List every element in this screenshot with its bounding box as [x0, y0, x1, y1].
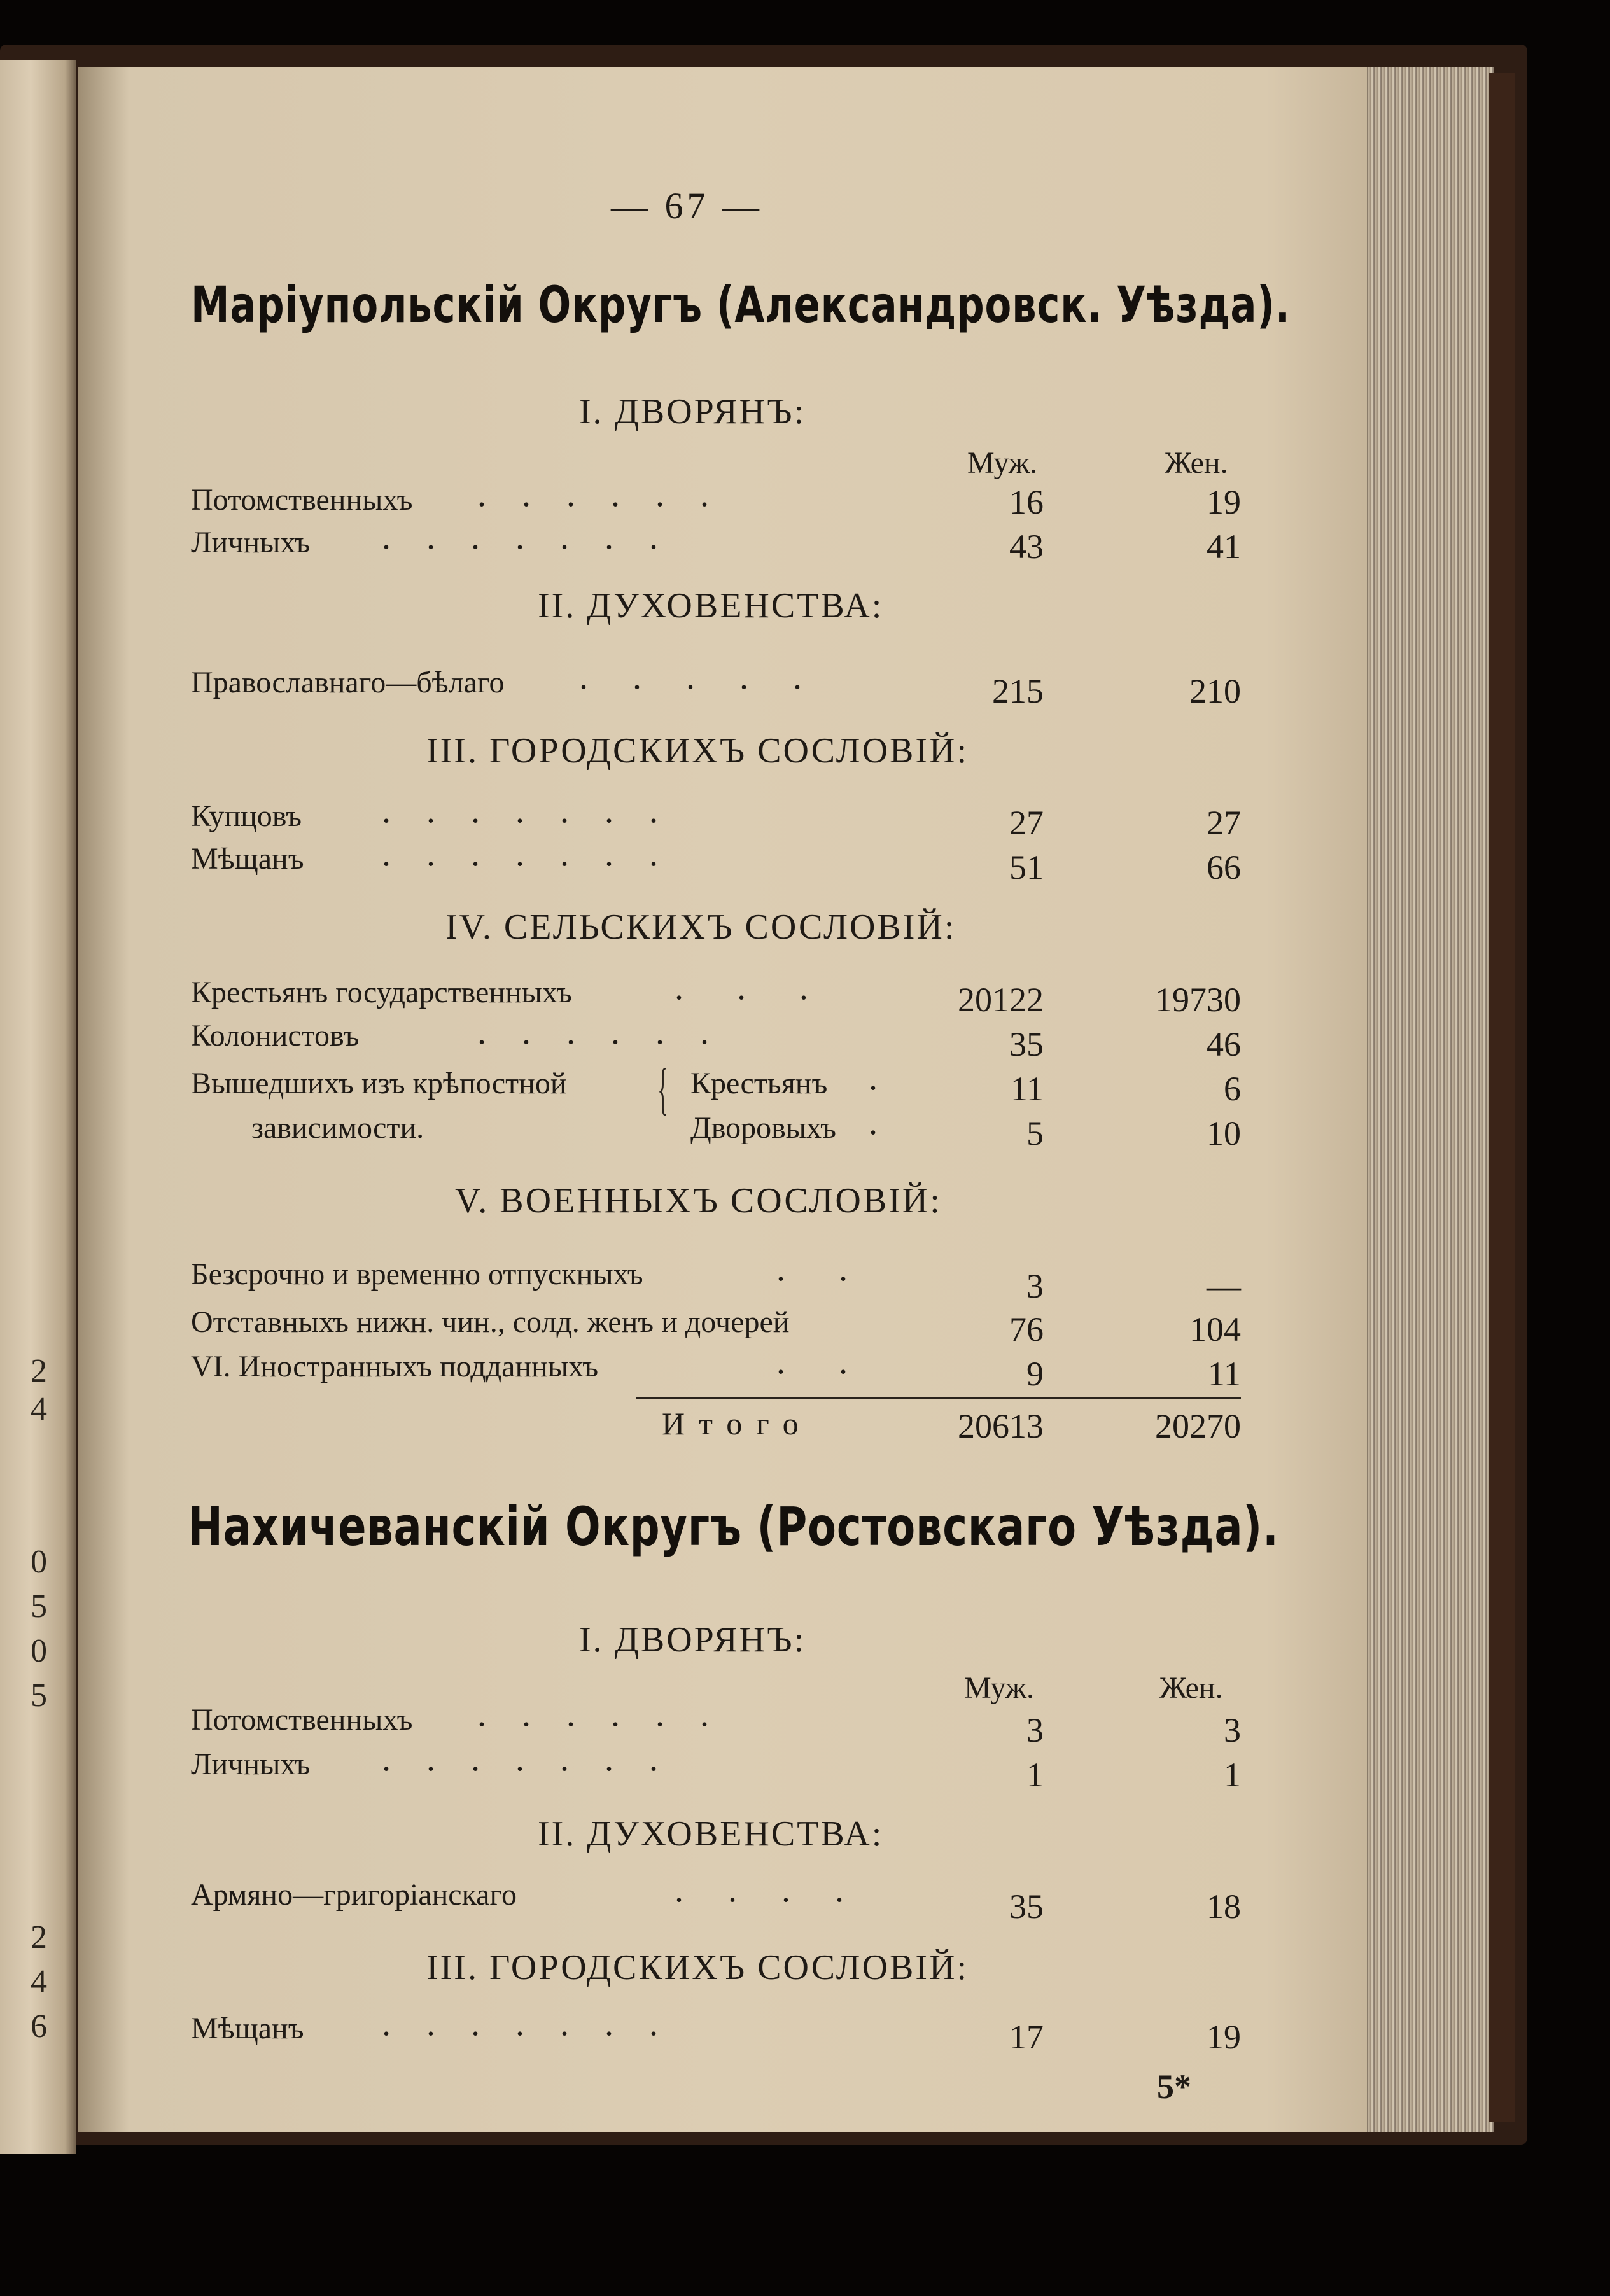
row-label: Личныхъ	[191, 526, 311, 559]
printer-signature: 5*	[1157, 2068, 1191, 2106]
value-men: 16	[1009, 483, 1044, 521]
value-men: 5	[1026, 1114, 1044, 1152]
value-women: 210	[1189, 672, 1241, 710]
row-sublabel: Крестьянъ	[690, 1067, 828, 1100]
value-women: 104	[1189, 1310, 1241, 1348]
leader-dots: . . . . . . .	[382, 517, 658, 557]
left-fragment: 5	[31, 1588, 47, 1625]
value-men: 3	[1026, 1711, 1044, 1749]
leader-dots: . . . . .	[579, 657, 802, 697]
left-fragment: 0	[31, 1633, 47, 1669]
row-label: Потомственныхъ	[191, 483, 413, 517]
row-label: Мѣщанъ	[191, 842, 304, 876]
left-fragment: 2	[31, 1919, 47, 1956]
row-label: Личныхъ	[191, 1747, 311, 1781]
left-fragment: 5	[31, 1677, 47, 1714]
value-men: 9	[1026, 1355, 1044, 1393]
section-heading: II. ДУХОВЕНСТВА:	[538, 586, 884, 626]
value-men: 35	[1009, 1025, 1044, 1063]
value-women: 3	[1224, 1711, 1241, 1749]
column-header-women: Жен.	[1165, 446, 1228, 480]
value-women: 11	[1208, 1355, 1241, 1393]
leader-dots: .	[869, 1058, 878, 1098]
value-women: 6	[1224, 1070, 1241, 1108]
value-men: 27	[1009, 804, 1044, 842]
page-number: — 67 —	[611, 185, 763, 227]
left-fragment: 4	[31, 1964, 47, 2000]
total-women: 20270	[1155, 1407, 1241, 1445]
value-men: 17	[1009, 2018, 1044, 2056]
district-title: Маріупольскій Округъ (Александровск. Уѣзда).	[191, 277, 1291, 334]
section-heading: IV. СЕЛЬСКИХЪ СОСЛОВІЙ:	[445, 907, 956, 947]
leader-dots: . . .	[675, 968, 808, 1007]
leader-dots: .	[869, 1103, 878, 1142]
value-men: 35	[1009, 1887, 1044, 1926]
section-heading: V. ВОЕННЫХЪ СОСЛОВІЙ:	[455, 1181, 942, 1221]
row-label: Купцовъ	[191, 799, 302, 833]
value-women: 41	[1207, 528, 1241, 566]
left-fragment: 4	[31, 1391, 47, 1427]
total-men: 20613	[958, 1407, 1044, 1445]
value-women: —	[1207, 1267, 1241, 1305]
leader-dots: . . . . . . .	[382, 1739, 658, 1779]
total-label: Итого	[662, 1406, 813, 1441]
value-men: 3	[1026, 1267, 1044, 1305]
column-header-women: Жен.	[1159, 1671, 1223, 1705]
value-women: 46	[1207, 1025, 1241, 1063]
row-label: VI. Иностранныхъ подданныхъ	[191, 1350, 599, 1383]
section-heading: III. ГОРОДСКИХЪ СОСЛОВІЙ:	[426, 1948, 969, 1987]
column-header-men: Муж.	[967, 446, 1038, 480]
row-label: Колонистовъ	[191, 1019, 360, 1053]
leader-dots: . . . . . . .	[382, 2004, 658, 2043]
section-heading: II. ДУХОВЕНСТВА:	[538, 1814, 884, 1854]
value-women: 27	[1207, 804, 1241, 842]
row-label: Безсрочно и временно отпускныхъ	[191, 1257, 643, 1291]
value-women: 10	[1207, 1114, 1241, 1152]
leader-dots: . . . . . .	[477, 1695, 709, 1734]
value-women: 66	[1207, 848, 1241, 886]
leader-dots: . . . . . .	[477, 475, 709, 514]
leader-dots: . . . .	[675, 1870, 844, 1910]
value-men: 76	[1009, 1310, 1044, 1348]
page-edges	[1367, 67, 1494, 2132]
row-label-continued: зависимости.	[251, 1111, 424, 1145]
section-heading: I. ДВОРЯНЪ:	[579, 1620, 806, 1660]
row-sublabel: Дворовыхъ	[690, 1111, 836, 1145]
left-fragment: 6	[31, 2008, 47, 2045]
total-rule	[636, 1397, 1241, 1399]
value-women: 19	[1207, 483, 1241, 521]
value-women: 1	[1224, 1756, 1241, 1794]
leader-dots: . . . . . .	[477, 1012, 709, 1052]
section-heading: I. ДВОРЯНЪ:	[579, 392, 806, 431]
value-men: 20122	[958, 981, 1044, 1019]
curly-brace-icon: {	[657, 1058, 669, 1121]
value-men: 215	[992, 672, 1044, 710]
value-men: 11	[1011, 1070, 1044, 1108]
section-heading: III. ГОРОДСКИХЪ СОСЛОВІЙ:	[426, 731, 969, 771]
leader-dots: . . . . . . .	[382, 834, 658, 874]
row-label: Отставныхъ нижн. чин., солд. женъ и дочерей	[191, 1305, 790, 1339]
left-fragment: 2	[31, 1353, 47, 1389]
value-men: 51	[1009, 848, 1044, 886]
district-title: Нахичеванскій Округъ (Ростовскаго Уѣзда).	[188, 1495, 1279, 1558]
value-women: 19	[1207, 2018, 1241, 2056]
leader-dots: . .	[776, 1249, 848, 1289]
value-women: 19730	[1155, 981, 1241, 1019]
column-header-men: Муж.	[964, 1671, 1035, 1705]
value-women: 18	[1207, 1887, 1241, 1926]
value-men: 43	[1009, 528, 1044, 566]
row-label: Вышедшихъ изъ крѣпостной	[191, 1067, 567, 1100]
left-fragment: 0	[31, 1544, 47, 1580]
leader-dots: . .	[776, 1342, 848, 1382]
row-label: Потомственныхъ	[191, 1703, 413, 1737]
leader-dots: . . . . . . .	[382, 791, 658, 830]
row-label: Мѣщанъ	[191, 2012, 304, 2045]
row-label: Православнаго—бѣлаго	[191, 666, 505, 699]
row-label: Армяно—григоріанскаго	[191, 1878, 517, 1912]
book-spine-edge	[1489, 73, 1515, 2122]
value-men: 1	[1026, 1756, 1044, 1794]
left-page-edge	[0, 60, 76, 2154]
row-label: Крестьянъ государственныхъ	[191, 976, 572, 1009]
